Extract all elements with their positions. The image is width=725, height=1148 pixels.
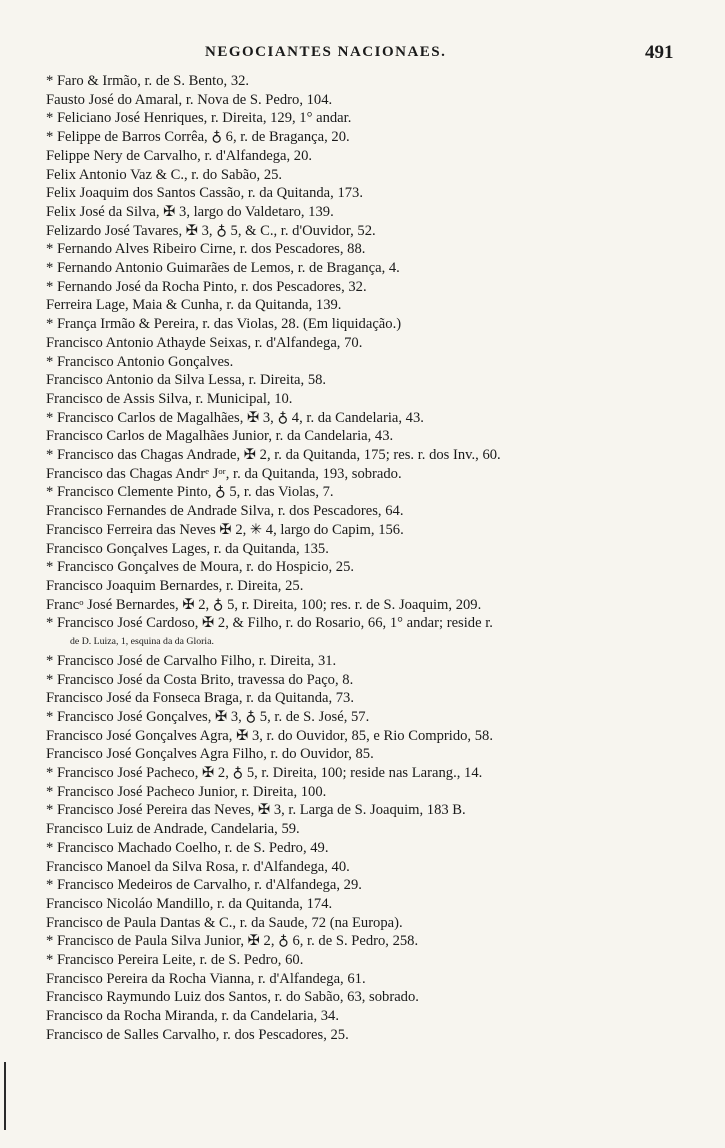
- directory-entry: * Fernando Alves Ribeiro Cirne, r. dos Pescadores, 88.: [46, 241, 366, 258]
- directory-entry: * França Irmão & Pereira, r. das Violas, 28. (Em liquidação.): [46, 316, 402, 333]
- directory-entry: Francisco Fernandes de Andrade Silva, r. dos Pescadores, 64.: [46, 503, 404, 520]
- directory-entry: Francisco Pereira da Rocha Vianna, r. d'Alfandega, 61.: [46, 970, 366, 987]
- directory-entry: * Feliciano José Henriques, r. Direita, 129, 1° andar.: [46, 110, 352, 127]
- directory-entry: Francisco José da Fonseca Braga, r. da Quitanda, 73.: [46, 690, 355, 707]
- directory-entry: * Francisco Medeiros de Carvalho, r. d'Alfandega, 29.: [46, 877, 362, 894]
- directory-entry: * Fernando Antonio Guimarães de Lemos, r. de Bragança, 4.: [46, 260, 400, 277]
- margin-rule: [4, 1062, 6, 1130]
- directory-entry: Francisco Ferreira das Neves ✠ 2, ✳ 4, largo do Capim, 156.: [46, 521, 404, 538]
- directory-entry: * Francisco José Pacheco, ✠ 2, ♁ 5, r. Direita, 100; reside nas Larang., 14.: [46, 765, 483, 782]
- directory-entry: * Francisco Carlos de Magalhães, ✠ 3, ♁ 4, r. da Candelaria, 43.: [46, 409, 424, 426]
- directory-entry: * Francisco Gonçalves de Moura, r. do Hospicio, 25.: [46, 559, 355, 576]
- directory-entry: Ferreira Lage, Maia & Cunha, r. da Quitanda, 139.: [46, 297, 342, 314]
- page-header: [0, 44, 725, 68]
- directory-entry: Francisco Antonio da Silva Lessa, r. Direita, 58.: [46, 372, 327, 389]
- directory-entry: Francisco Raymundo Luiz dos Santos, r. do Sabão, 63, sobrado.: [46, 989, 419, 1006]
- directory-entry: Felix Joaquim dos Santos Cassão, r. da Quitanda, 173.: [46, 185, 363, 202]
- directory-entry: Francisco de Paula Dantas & C., r. da Saude, 72 (na Europa).: [46, 914, 403, 931]
- directory-entry: * Francisco de Paula Silva Junior, ✠ 2, ♁ 6, r. de S. Pedro, 258.: [46, 933, 419, 950]
- directory-entry: Francisco José Gonçalves Agra, ✠ 3, r. do Ouvidor, 85, e Rio Comprido, 58.: [46, 727, 493, 744]
- directory-entry: * Francisco José Pereira das Neves, ✠ 3, r. Larga de S. Joaquim, 183 B.: [46, 802, 466, 819]
- directory-entry: Francisco Nicoláo Mandillo, r. da Quitanda, 174.: [46, 895, 333, 912]
- directory-entry: Francisco José Gonçalves Agra Filho, r. do Ouvidor, 85.: [46, 746, 374, 763]
- directory-entry: * Faro & Irmão, r. de S. Bento, 32.: [46, 73, 250, 89]
- directory-entry: * Francisco José de Carvalho Filho, r. Direita, 31.: [46, 652, 337, 669]
- directory-entry: * Francisco José da Costa Brito, travessa do Paço, 8.: [46, 671, 354, 688]
- directory-entry: * Francisco José Cardoso, ✠ 2, & Filho, r. do Rosario, 66, 1° andar; reside r.: [46, 615, 493, 632]
- directory-entry: * Francisco Clemente Pinto, ♁ 5, r. das Violas, 7.: [46, 484, 334, 501]
- directory-entry: Francisco Gonçalves Lages, r. da Quitanda, 135.: [46, 540, 329, 557]
- directory-entry: Francisco da Rocha Miranda, r. da Candelaria, 34.: [46, 1008, 339, 1025]
- directory-entry: Francisco Antonio Athayde Seixas, r. d'Alfandega, 70.: [46, 334, 363, 351]
- directory-entry: Felix José da Silva, ✠ 3, largo do Valdetaro, 139.: [46, 203, 334, 220]
- directory-entries: [46, 72, 711, 1045]
- directory-entry: Francisco das Chagas Andrᵉ Jᵒʳ, r. da Quitanda, 193, sobrado.: [46, 465, 402, 482]
- directory-entry: * Francisco Machado Coelho, r. de S. Pedro, 49.: [46, 839, 329, 856]
- directory-entry: Felippe Nery de Carvalho, r. d'Alfandega, 20.: [46, 147, 313, 164]
- directory-entry: Francisco Luiz de Andrade, Candelaria, 59.: [46, 821, 300, 838]
- directory-entry: Francisco Manoel da Silva Rosa, r. d'Alfandega, 40.: [46, 858, 350, 875]
- directory-entry: Felix Antonio Vaz & C., r. do Sabão, 25.: [46, 166, 283, 183]
- directory-entry: * Felippe de Barros Corrêa, ♁ 6, r. de Bragança, 20.: [46, 129, 350, 146]
- directory-entry: * Francisco Antonio Gonçalves.: [46, 353, 234, 370]
- directory-entry: Felizardo José Tavares, ✠ 3, ♁ 5, & C., r. d'Ouvidor, 52.: [46, 222, 376, 239]
- directory-entry: Francisco Joaquim Bernardes, r. Direita, 25.: [46, 577, 304, 594]
- page-number: 491: [645, 42, 674, 63]
- directory-entry: Francisco de Assis Silva, r. Municipal, 10.: [46, 390, 293, 407]
- directory-entry: * Francisco Pereira Leite, r. de S. Pedro, 60.: [46, 952, 304, 969]
- directory-entry: * Fernando José da Rocha Pinto, r. dos Pescadores, 32.: [46, 278, 367, 295]
- directory-entry: Francisco de Salles Carvalho, r. dos Pescadores, 25.: [46, 1026, 349, 1043]
- directory-entry: Francisco Carlos de Magalhães Junior, r. da Candelaria, 43.: [46, 428, 394, 445]
- directory-entry: * Francisco das Chagas Andrade, ✠ 2, r. da Quitanda, 175; res. r. dos Inv., 60.: [46, 447, 501, 464]
- running-title: NEGOCIANTES NACIONAES.: [205, 44, 447, 60]
- directory-entry: de D. Luiza, 1, esquina da da Gloria.: [70, 636, 214, 648]
- directory-entry: Fausto José do Amaral, r. Nova de S. Pedro, 104.: [46, 91, 333, 108]
- directory-entry: Francᵒ José Bernardes, ✠ 2, ♁ 5, r. Direita, 100; res. r. de S. Joaquim, 209.: [46, 596, 482, 613]
- directory-entry: * Francisco José Pacheco Junior, r. Direita, 100.: [46, 783, 327, 800]
- directory-entry: * Francisco José Gonçalves, ✠ 3, ♁ 5, r. de S. José, 57.: [46, 708, 370, 725]
